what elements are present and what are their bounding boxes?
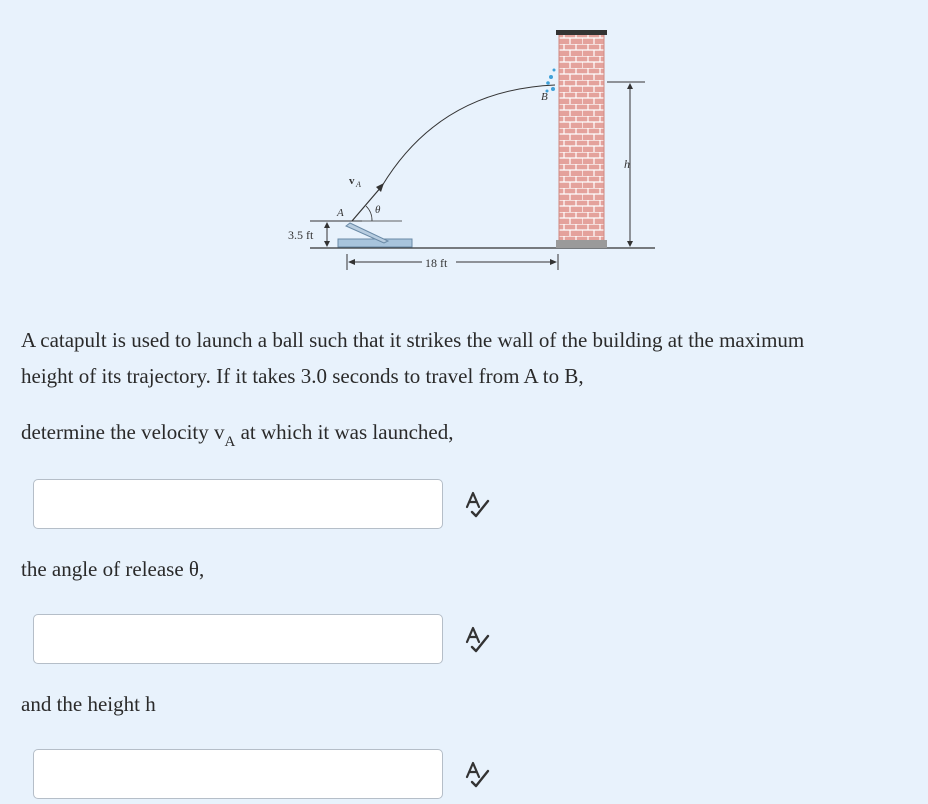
problem-statement xyxy=(21,322,921,394)
label-35ft: 3.5 ft xyxy=(288,228,314,242)
impact-splash-icon xyxy=(546,69,556,93)
wall-cap xyxy=(556,30,607,35)
answer-input-angle[interactable] xyxy=(33,614,443,664)
label-va-sub: A xyxy=(356,180,361,189)
brick-wall xyxy=(559,34,604,246)
spellcheck-icon[interactable] xyxy=(460,758,494,792)
catapult-diagram xyxy=(270,20,670,280)
h-arrow-down xyxy=(627,241,633,247)
question-3-prompt: and the height h xyxy=(21,692,156,716)
height-arrow-down xyxy=(324,241,330,247)
dim-arrow-left xyxy=(348,259,355,265)
wall-footing xyxy=(556,240,607,248)
label-h: h xyxy=(624,157,630,171)
question-1-subscript: A xyxy=(224,434,236,450)
catapult-base xyxy=(338,239,412,247)
problem-line-2: height of its trajectory. If it takes 3.0 seconds to travel from A to B, xyxy=(21,364,584,388)
question-1-prompt xyxy=(21,420,454,450)
label-a: A xyxy=(337,207,344,219)
label-18ft: 18 ft xyxy=(425,256,448,270)
dim-arrow-right xyxy=(550,259,557,265)
height-arrow-up xyxy=(324,222,330,228)
question-1-text-after: at which it was launched, xyxy=(235,420,454,444)
spellcheck-icon[interactable] xyxy=(460,623,494,657)
question-2-prompt: the angle of release θ, xyxy=(21,557,205,581)
spellcheck-icon[interactable] xyxy=(460,488,494,522)
trajectory-curve xyxy=(382,85,555,186)
h-arrow-up xyxy=(627,83,633,89)
answer-input-velocity[interactable] xyxy=(33,479,443,529)
label-va: v xyxy=(349,175,355,187)
angle-arc xyxy=(366,206,372,221)
answer-input-height[interactable] xyxy=(33,749,443,799)
question-1-text: determine the velocity v xyxy=(21,420,225,444)
catapult-figure xyxy=(270,20,670,280)
problem-line-1: A catapult is used to launch a ball such that it strikes the wall of the building at the maximum xyxy=(21,328,805,352)
label-b: B xyxy=(541,91,548,103)
label-theta: θ xyxy=(375,204,381,216)
